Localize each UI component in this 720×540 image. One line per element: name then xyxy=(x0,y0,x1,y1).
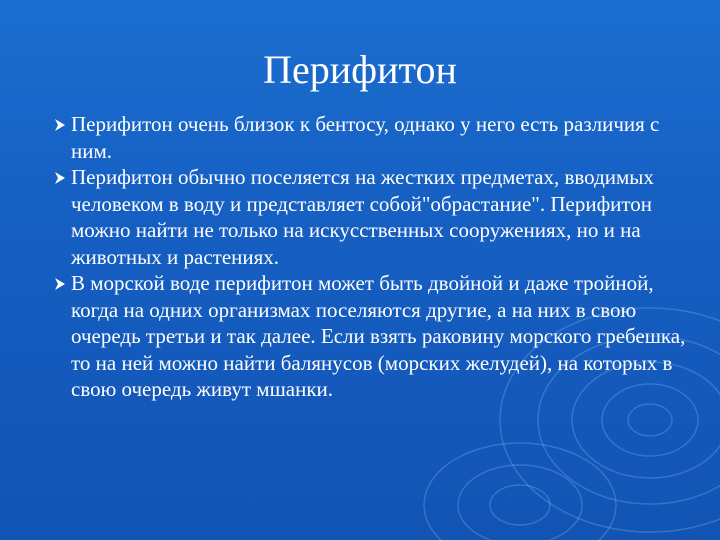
slide-title: Перифитон xyxy=(263,47,457,92)
bullet-text: Перифитон обычно поселяется на жестких предметах, вводимых человеком в воду и представляет собой"обрастание". Перифитон можно найти не только на искусственных сооружениях, но и на животных и растениях. xyxy=(71,165,654,269)
arrowhead-bullet-icon xyxy=(54,119,66,131)
bullet-text: В морской воде перифитон может быть двойной и даже тройной, когда на одних организмах поселяются другие, а на них в свою очередь третьи и так далее. Если взять раковину морского гребешка, то на ней можно найти балянусов (морских желудей), на которых в свою очередь живут мшанки. xyxy=(71,271,686,401)
arrowhead-bullet-icon xyxy=(54,172,66,184)
bullet-list xyxy=(56,111,686,403)
list-item xyxy=(56,270,686,403)
arrowhead-bullet-icon xyxy=(54,278,66,290)
list-item xyxy=(56,111,686,164)
list-item xyxy=(56,164,686,270)
bullet-text: Перифитон очень близок к бентосу, однако у него есть различия с ним. xyxy=(71,112,660,163)
